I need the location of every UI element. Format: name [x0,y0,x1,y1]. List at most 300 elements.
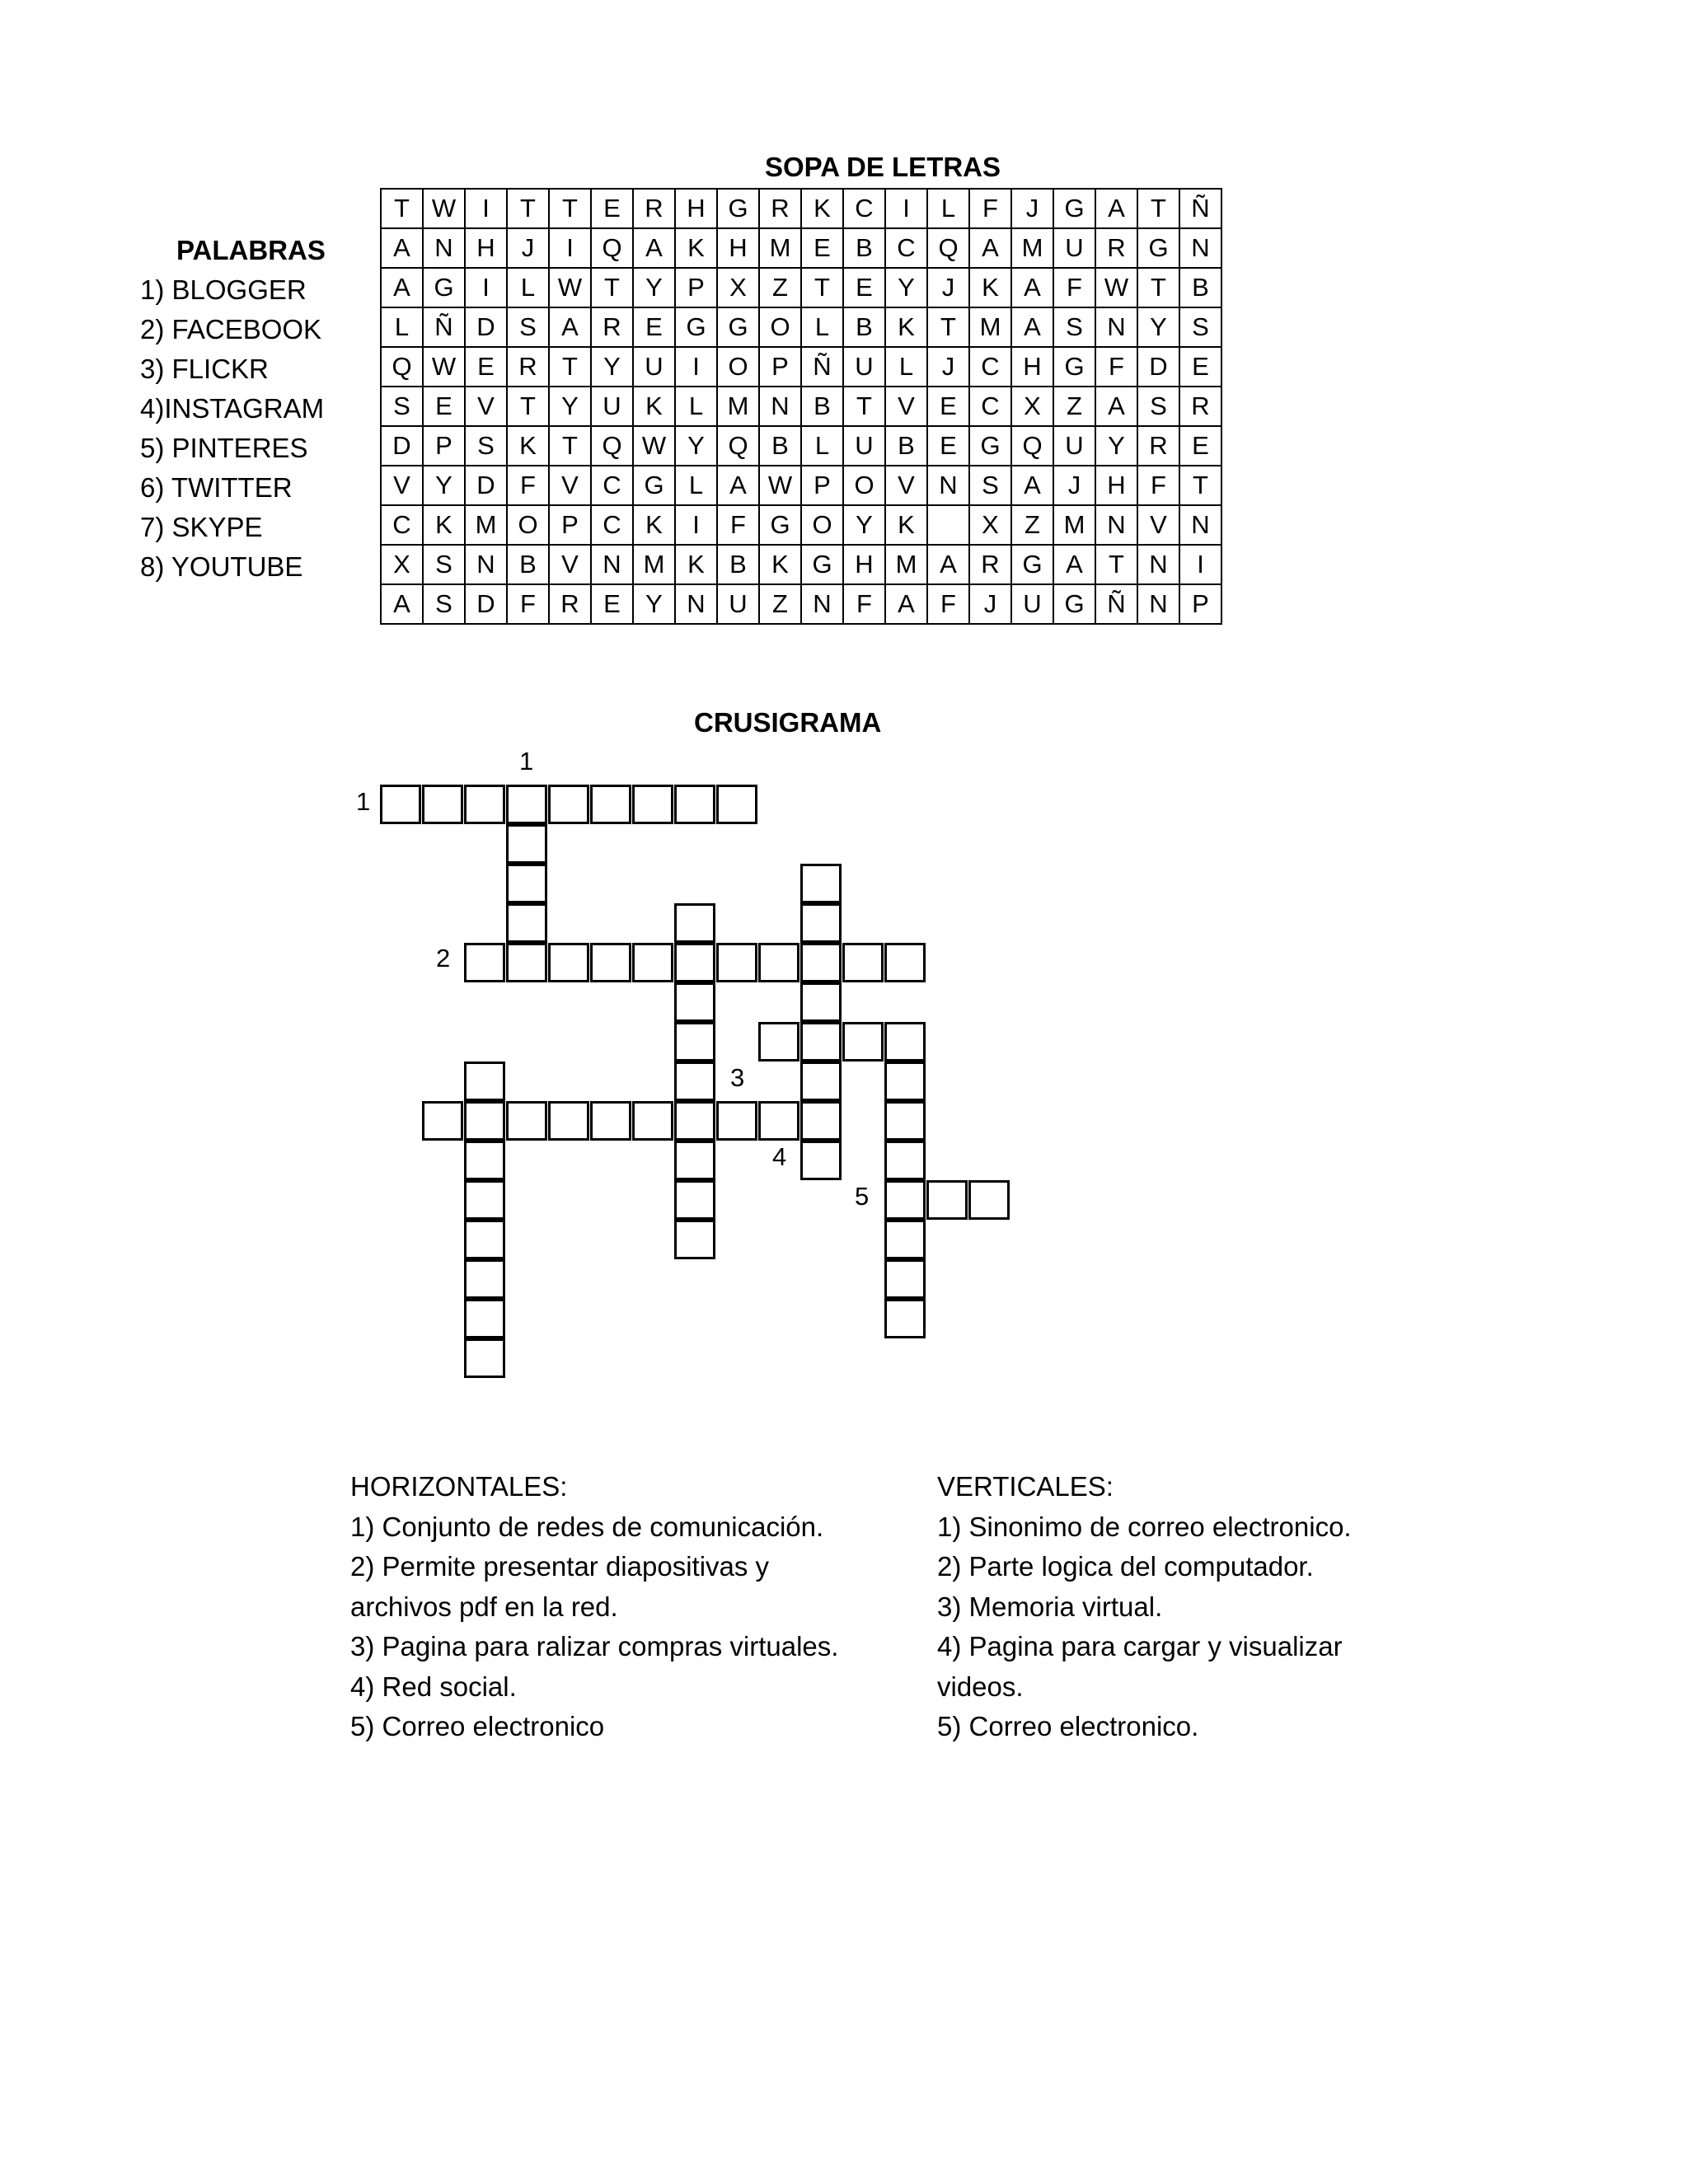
word-search-cell[interactable]: F [1095,347,1137,387]
word-search-cell[interactable]: G [1053,584,1095,624]
crossword-cell[interactable] [380,785,421,824]
crossword-cell[interactable] [548,785,589,824]
word-search-cell[interactable]: I [549,228,591,268]
word-search-cell[interactable]: E [1179,347,1221,387]
word-search-cell[interactable]: Q [717,426,759,466]
word-search-cell[interactable]: K [759,545,801,584]
word-search-cell[interactable]: Y [1137,307,1179,347]
word-search-cell[interactable]: B [843,307,885,347]
crossword-cell[interactable] [590,1101,631,1141]
crossword-cell[interactable] [464,1220,505,1259]
word-search-cell[interactable]: W [1095,268,1137,307]
clue-number-across-4: 4 [772,1142,787,1171]
crossword-cell[interactable] [800,1062,842,1101]
word-search-cell[interactable]: T [549,189,591,228]
crossword-cell[interactable] [548,943,589,982]
word-search-cell[interactable]: N [1137,545,1179,584]
word-search-cell[interactable]: F [507,584,549,624]
word-search-cell[interactable]: E [927,426,969,466]
word-search-cell[interactable]: A [927,545,969,584]
word-search-cell[interactable]: D [1137,347,1179,387]
word-search-cell[interactable]: J [927,268,969,307]
word-search-cell[interactable]: G [759,505,801,545]
word-search-cell[interactable]: S [1053,307,1095,347]
word-search-cell[interactable]: A [1011,307,1053,347]
word-search-cell[interactable]: B [885,426,927,466]
word-search-cell[interactable]: C [591,466,633,505]
word-search-cell[interactable]: P [801,466,843,505]
word-search-cell[interactable]: G [423,268,465,307]
word-search-cell[interactable]: N [801,584,843,624]
word-search-cell[interactable]: V [1137,505,1179,545]
crossword-cell[interactable] [884,1299,926,1338]
crossword-cell[interactable] [758,1022,799,1062]
crossword-cell[interactable] [632,1101,673,1141]
word-search-cell[interactable]: Y [633,268,675,307]
word-search-cell[interactable]: M [1053,505,1095,545]
word-search-cell[interactable]: C [381,505,423,545]
word-search-cell[interactable]: E [801,228,843,268]
word-search-cell[interactable]: V [885,387,927,426]
word-search-cell[interactable]: U [717,584,759,624]
word-search-cell[interactable]: E [927,387,969,426]
word-search-cell[interactable]: E [591,584,633,624]
clues-vertical-heading: VERTICALES: [937,1471,1114,1502]
word-search-cell[interactable]: T [801,268,843,307]
word-search-cell[interactable]: E [591,189,633,228]
crossword-cell[interactable] [884,1141,926,1180]
word-search-cell[interactable]: E [843,268,885,307]
crossword-cell[interactable] [758,1101,799,1141]
word-search-cell[interactable]: T [381,189,423,228]
crossword-cell[interactable] [884,1220,926,1259]
word-search-cell[interactable]: N [927,466,969,505]
word-search-cell[interactable]: K [675,545,717,584]
crossword-cell[interactable] [800,1141,842,1180]
word-search-cell[interactable]: A [381,584,423,624]
crossword-cell[interactable] [800,864,842,903]
crossword-cell[interactable] [464,1299,505,1338]
crossword-cell[interactable] [506,943,547,982]
word-search-cell[interactable]: A [1053,545,1095,584]
word-search-cell[interactable]: N [759,387,801,426]
word-search-cell[interactable]: Ñ [1095,584,1137,624]
word-search-cell[interactable]: K [801,189,843,228]
word-search-cell[interactable]: T [843,387,885,426]
word-search-cell[interactable]: Z [1011,505,1053,545]
word-search-cell[interactable]: P [675,268,717,307]
word-search-cell[interactable]: N [1095,505,1137,545]
crossword-cell[interactable] [926,1180,968,1220]
word-search-cell[interactable]: S [1137,387,1179,426]
word-search-cell[interactable]: C [885,228,927,268]
word-search-cell[interactable]: Z [1053,387,1095,426]
clue-item: 3) Pagina para ralizar compras virtuales. [350,1631,839,1661]
word-search-cell[interactable]: L [675,387,717,426]
word-search-cell[interactable]: Z [759,584,801,624]
word-search-cell[interactable]: T [549,347,591,387]
crossword-cell[interactable] [632,943,673,982]
word-search-cell[interactable]: C [591,505,633,545]
word-search-cell[interactable]: G [1053,189,1095,228]
word-search-cell[interactable]: V [549,466,591,505]
word-search-cell[interactable]: W [423,347,465,387]
word-search-cell[interactable]: E [633,307,675,347]
crossword-cell[interactable] [842,1022,884,1062]
word-search-cell[interactable]: E [423,387,465,426]
word-search-cell[interactable]: H [1011,347,1053,387]
word-search-cell[interactable]: C [969,347,1011,387]
word-search-cell[interactable]: A [381,268,423,307]
word-search-cell[interactable]: J [1011,189,1053,228]
word-search-cell[interactable]: P [549,505,591,545]
word-search-cell[interactable]: K [969,268,1011,307]
crossword-cell[interactable] [464,1259,505,1299]
word-search-cell[interactable]: R [759,189,801,228]
crossword-cell[interactable] [884,1022,926,1062]
word-search-cell[interactable]: Y [1095,426,1137,466]
crossword-cell[interactable] [506,1101,547,1141]
word-search-cell[interactable]: M [633,545,675,584]
crossword-cell[interactable] [884,943,926,982]
word-search-cell[interactable]: W [549,268,591,307]
word-search-cell[interactable]: Y [885,268,927,307]
crossword-cell[interactable] [674,943,715,982]
word-search-cell[interactable]: U [1053,228,1095,268]
crossword-cell[interactable] [632,785,673,824]
word-search-cell[interactable]: R [1179,387,1221,426]
word-search-cell[interactable]: F [1053,268,1095,307]
word-search-cell[interactable]: M [885,545,927,584]
word-search-cell[interactable]: A [549,307,591,347]
word-search-cell[interactable]: R [969,545,1011,584]
word-search-cell[interactable]: Q [381,347,423,387]
word-search-cell[interactable]: J [927,347,969,387]
word-search-cell[interactable]: I [465,189,507,228]
clue-item: 3) Memoria virtual. [937,1591,1163,1622]
word-search-cell[interactable]: N [1137,584,1179,624]
crossword-cell[interactable] [506,824,547,864]
word-list-item: 7) SKYPE [140,512,263,542]
word-search-cell[interactable]: I [465,268,507,307]
word-search-cell[interactable]: O [801,505,843,545]
word-search-cell[interactable]: A [1011,466,1053,505]
word-search-cell[interactable]: G [717,189,759,228]
word-search-cell[interactable]: Y [591,347,633,387]
word-search-cell[interactable]: R [633,189,675,228]
word-search-cell[interactable]: N [591,545,633,584]
crossword-cell[interactable] [716,785,757,824]
word-search-cell[interactable]: G [1011,545,1053,584]
word-search-cell[interactable]: Ñ [423,307,465,347]
crossword-cell[interactable] [674,785,715,824]
word-search-cell[interactable]: Y [549,387,591,426]
word-search-cell[interactable]: P [423,426,465,466]
word-search-cell[interactable]: F [927,584,969,624]
word-search-cell[interactable]: I [675,347,717,387]
word-search-cell[interactable]: H [843,545,885,584]
word-search-cell[interactable]: H [675,189,717,228]
word-search-cell[interactable]: Y [633,584,675,624]
word-search-cell[interactable]: K [423,505,465,545]
word-search-cell[interactable]: U [1053,426,1095,466]
word-search-cell[interactable]: O [717,347,759,387]
word-search-cell[interactable]: G [801,545,843,584]
word-search-cell[interactable]: Q [1011,426,1053,466]
word-search-cell[interactable]: W [759,466,801,505]
word-search-cell[interactable]: G [717,307,759,347]
word-search-cell[interactable]: G [675,307,717,347]
word-search-cell[interactable]: B [759,426,801,466]
word-search-cell[interactable]: S [1179,307,1221,347]
word-list-item: 6) TWITTER [140,472,293,503]
word-search-cell[interactable]: H [465,228,507,268]
word-search-cell[interactable]: T [1137,189,1179,228]
crossword-cell[interactable] [422,785,463,824]
word-search-cell[interactable]: P [1179,584,1221,624]
crossword-cell[interactable] [506,785,547,824]
crossword-cell[interactable] [548,1101,589,1141]
crossword-cell[interactable] [800,903,842,943]
word-search-cell[interactable]: U [591,387,633,426]
crossword-cell[interactable] [716,1101,757,1141]
word-search-cell[interactable]: F [507,466,549,505]
word-search-cell[interactable]: R [549,584,591,624]
word-search-cell[interactable]: X [381,545,423,584]
crossword-cell[interactable] [674,903,715,943]
word-search-cell[interactable]: D [465,584,507,624]
crossword-cell[interactable] [758,943,799,982]
crossword-cell[interactable] [674,1220,715,1259]
crossword-cell[interactable] [506,864,547,903]
word-search-cell[interactable]: N [423,228,465,268]
word-search-cell[interactable]: A [1095,189,1137,228]
word-search-cell[interactable]: G [969,426,1011,466]
word-search-cell[interactable]: S [423,545,465,584]
word-search-cell[interactable]: X [1011,387,1053,426]
crossword-cell[interactable] [884,1259,926,1299]
crossword-cell[interactable] [464,1141,505,1180]
word-search-cell[interactable]: M [717,387,759,426]
crossword-cell[interactable] [590,785,631,824]
word-search-cell[interactable]: V [381,466,423,505]
word-search-cell[interactable]: Y [843,505,885,545]
word-search-cell[interactable]: Q [927,228,969,268]
word-search-cell[interactable]: T [1137,268,1179,307]
word-search-cell[interactable]: G [1137,228,1179,268]
crossword-cell[interactable] [464,785,505,824]
word-search-cell[interactable]: S [969,466,1011,505]
word-search-cell[interactable]: U [843,347,885,387]
word-search-cell[interactable]: P [759,347,801,387]
word-search-cell[interactable]: S [465,426,507,466]
crossword-cell[interactable] [674,1101,715,1141]
word-search-cell[interactable]: K [885,505,927,545]
crossword-cell[interactable] [674,1180,715,1220]
word-search-cell[interactable]: L [927,189,969,228]
crossword-cell[interactable] [716,943,757,982]
crossword-cell[interactable] [674,1141,715,1180]
word-search-cell[interactable]: L [801,307,843,347]
crossword-cell[interactable] [464,1180,505,1220]
word-search-cell[interactable]: Ñ [1179,189,1221,228]
word-search-cell[interactable]: G [633,466,675,505]
crossword-cell[interactable] [464,943,505,982]
word-search-cell[interactable]: X [969,505,1011,545]
word-search-cell[interactable]: E [1179,426,1221,466]
word-search-cell[interactable]: M [465,505,507,545]
word-search-cell[interactable]: F [1137,466,1179,505]
word-search-cell[interactable]: W [633,426,675,466]
word-search-cell[interactable]: T [1095,545,1137,584]
word-search-cell[interactable]: I [675,505,717,545]
word-search-cell[interactable]: T [549,426,591,466]
word-search-cell[interactable]: Z [759,268,801,307]
word-search-cell[interactable]: T [927,307,969,347]
word-search-cell[interactable]: R [591,307,633,347]
word-search-cell[interactable]: S [507,307,549,347]
word-search-cell[interactable]: F [843,584,885,624]
word-search-cell[interactable]: H [717,228,759,268]
word-search-cell[interactable]: L [507,268,549,307]
word-search-cell[interactable]: M [969,307,1011,347]
crossword-cell[interactable] [464,1338,505,1378]
word-search-cell[interactable]: S [381,387,423,426]
word-search-cell[interactable]: A [969,228,1011,268]
crossword-cell[interactable] [464,1062,505,1101]
word-search-cell[interactable]: T [507,189,549,228]
word-search-cell[interactable]: K [507,426,549,466]
clue-item: 4) Red social. [350,1671,517,1702]
word-search-cell[interactable]: O [507,505,549,545]
word-search-cell[interactable]: D [465,466,507,505]
word-search-cell[interactable]: H [1095,466,1137,505]
word-search-cell[interactable]: Y [423,466,465,505]
word-search-cell[interactable]: K [633,505,675,545]
crossword-cell[interactable] [674,1022,715,1062]
word-search-cell[interactable]: A [381,228,423,268]
clue-number-across-3: 3 [730,1063,745,1092]
word-search-cell[interactable]: A [633,228,675,268]
clue-item: 4) Pagina para cargar y visualizar videos. [937,1631,1343,1702]
word-search-cell[interactable]: T [507,387,549,426]
crossword-cell[interactable] [842,943,884,982]
word-search-cell[interactable]: K [885,307,927,347]
word-search-cell[interactable]: Ñ [801,347,843,387]
word-search-cell[interactable]: R [1137,426,1179,466]
crossword-cell[interactable] [884,1180,926,1220]
word-search-cell[interactable]: T [591,268,633,307]
crossword-cell[interactable] [674,1062,715,1101]
word-search-cell[interactable]: N [1179,228,1221,268]
word-search-cell[interactable]: D [381,426,423,466]
clue-number-across-1: 1 [356,787,371,816]
word-search-cell[interactable]: G [1053,347,1095,387]
word-search-cell[interactable]: C [843,189,885,228]
crossword-cell[interactable] [422,1101,463,1141]
crossword-cell[interactable] [800,1022,842,1062]
word-search-cell[interactable]: K [675,228,717,268]
crossword-cell[interactable] [884,1062,926,1101]
crossword-cell[interactable] [590,943,631,982]
word-search-cell[interactable]: W [423,189,465,228]
word-search-cell[interactable]: A [1011,268,1053,307]
clue-item: 2) Parte logica del computador. [937,1551,1314,1582]
word-search-cell[interactable]: N [1179,505,1221,545]
word-list-heading: PALABRAS [176,235,326,265]
word-search-cell[interactable]: D [465,307,507,347]
word-search-cell[interactable]: V [465,387,507,426]
word-search-cell[interactable]: U [633,347,675,387]
word-search-cell[interactable]: X [717,268,759,307]
crossword-cell[interactable] [800,982,842,1022]
crossword-title: CRUSIGRAMA [694,707,882,738]
word-search-cell[interactable]: L [675,466,717,505]
word-search-cell[interactable]: F [969,189,1011,228]
word-search-cell[interactable]: R [507,347,549,387]
word-search-cell[interactable]: O [759,307,801,347]
word-search-cell[interactable]: V [549,545,591,584]
word-search-cell[interactable]: U [843,426,885,466]
crossword-cell[interactable] [800,1101,842,1141]
clue-item: 5) Correo electronico. [937,1711,1199,1741]
word-search-cell[interactable]: M [759,228,801,268]
crossword-cell[interactable] [464,1101,505,1141]
word-search-cell[interactable]: O [843,466,885,505]
word-search-cell[interactable]: Y [675,426,717,466]
word-search-cell[interactable]: I [885,189,927,228]
word-search-cell[interactable]: L [381,307,423,347]
crossword-cell[interactable] [968,1180,1010,1220]
word-search-cell[interactable]: U [1011,584,1053,624]
word-list-item: 3) FLICKR [140,354,269,384]
word-search-cell[interactable]: T [1179,466,1221,505]
word-search-cell[interactable]: F [717,505,759,545]
word-search-cell[interactable]: B [717,545,759,584]
word-search-cell[interactable]: A [1095,387,1137,426]
word-search-cell[interactable]: R [1095,228,1137,268]
word-search-cell[interactable]: B [801,387,843,426]
word-search-cell[interactable]: K [633,387,675,426]
word-search-cell[interactable]: I [1179,545,1221,584]
word-search-cell[interactable]: C [969,387,1011,426]
word-search-cell[interactable]: J [969,584,1011,624]
word-search-cell[interactable]: J [507,228,549,268]
clue-item: 1) Conjunto de redes de comunicación. [350,1511,824,1542]
word-search-cell[interactable]: Q [591,426,633,466]
word-search-cell[interactable]: N [675,584,717,624]
word-search-cell[interactable]: J [1053,466,1095,505]
word-search-cell[interactable]: L [885,347,927,387]
word-search-cell[interactable]: B [507,545,549,584]
word-search-cell[interactable]: L [801,426,843,466]
word-search-cell[interactable]: B [1179,268,1221,307]
word-search-cell[interactable]: M [1011,228,1053,268]
word-search-cell[interactable]: A [717,466,759,505]
word-search-cell[interactable]: V [885,466,927,505]
word-search-cell[interactable]: E [465,347,507,387]
word-search-cell[interactable]: A [885,584,927,624]
word-search-cell[interactable]: B [843,228,885,268]
word-search-cell[interactable]: S [423,584,465,624]
crossword-cell[interactable] [884,1101,926,1141]
crossword-cell[interactable] [800,943,842,982]
word-search-cell[interactable]: N [465,545,507,584]
crossword-cell[interactable] [674,982,715,1022]
word-search-cell[interactable]: N [1095,307,1137,347]
crossword-cell[interactable] [506,903,547,943]
word-search-cell[interactable]: Q [591,228,633,268]
